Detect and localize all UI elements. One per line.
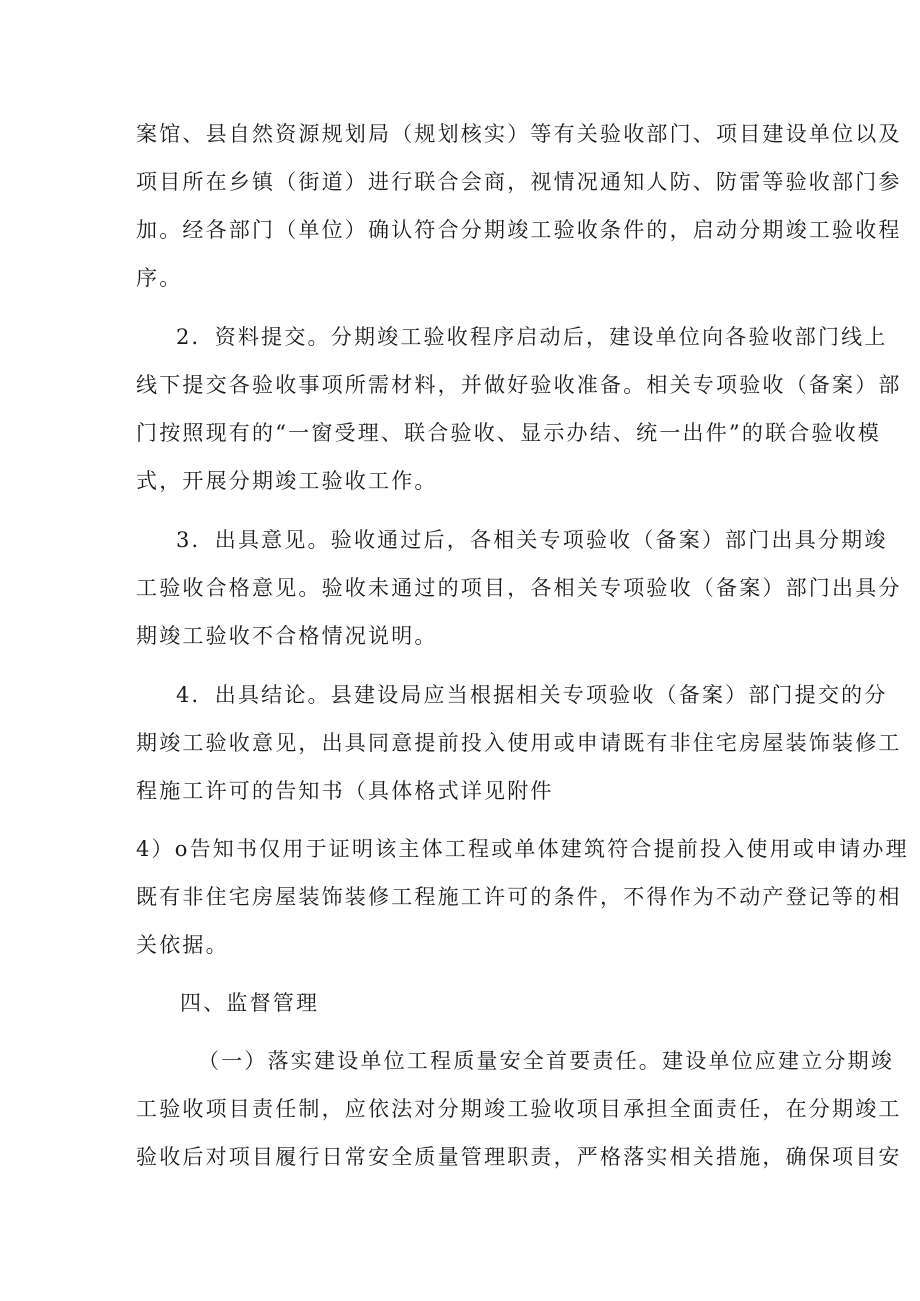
paragraph-line: 4．出具结论。县建设局应当根据相关专项验收（备案）部门提交的分 <box>176 683 888 707</box>
paragraph-line: 4）o告知书仅用于证明该主体工程或单体建筑符合提前投入使用或申请办理 <box>136 837 909 861</box>
paragraph-line: 2．资料提交。分期竣工验收程序启动后，建设单位向各验收部门线上 <box>176 325 888 349</box>
paragraph-line: 序。 <box>136 266 183 290</box>
paragraph-line: 工验收合格意见。验收未通过的项目，各相关专项验收（备案）部门出具分 <box>136 576 902 600</box>
paragraph-line: （一）落实建设单位工程质量安全首要责任。建设单位应建立分期竣 <box>198 1049 894 1073</box>
paragraph-line: 线下提交各验收事项所需材料，并做好验收准备。相关专项验收（备案）部 <box>136 373 902 397</box>
paragraph-line: 程施工许可的告知书（具体格式详见附件 <box>136 779 554 803</box>
paragraph-line: 工验收项目责任制，应依法对分期竣工验收项目承担全面责任，在分期竣工 <box>136 1097 902 1121</box>
section-heading: 四、监督管理 <box>180 991 320 1015</box>
paragraph-line: 案馆、县自然资源规划局（规划核实）等有关验收部门、项目建设单位以及 <box>136 122 902 146</box>
paragraph-line: 加。经各部门（单位）确认符合分期竣工验收条件的，启动分期竣工验收程 <box>136 218 902 242</box>
paragraph-line: 关依据。 <box>136 933 229 957</box>
paragraph-line: 期竣工验收意见，出具同意提前投入使用或申请既有非住宅房屋装饰装修工 <box>136 731 902 755</box>
paragraph-line: 期竣工验收不合格情况说明。 <box>136 624 438 648</box>
paragraph-line: 门按照现有的“一窗受理、联合验收、显示办结、统一出件”的联合验收模 <box>136 421 882 445</box>
paragraph-line: 式，开展分期竣工验收工作。 <box>136 469 438 493</box>
paragraph-line: 既有非住宅房屋装饰装修工程施工许可的条件，不得作为不动产登记等的相 <box>136 885 902 909</box>
paragraph-line: 验收后对项目履行日常安全质量管理职责，严格落实相关措施，确保项目安 <box>136 1145 902 1169</box>
paragraph-line: 3．出具意见。验收通过后，各相关专项验收（备案）部门出具分期竣 <box>176 528 888 552</box>
paragraph-line: 项目所在乡镇（街道）进行联合会商，视情况通知人防、防雷等验收部门参 <box>136 170 902 194</box>
